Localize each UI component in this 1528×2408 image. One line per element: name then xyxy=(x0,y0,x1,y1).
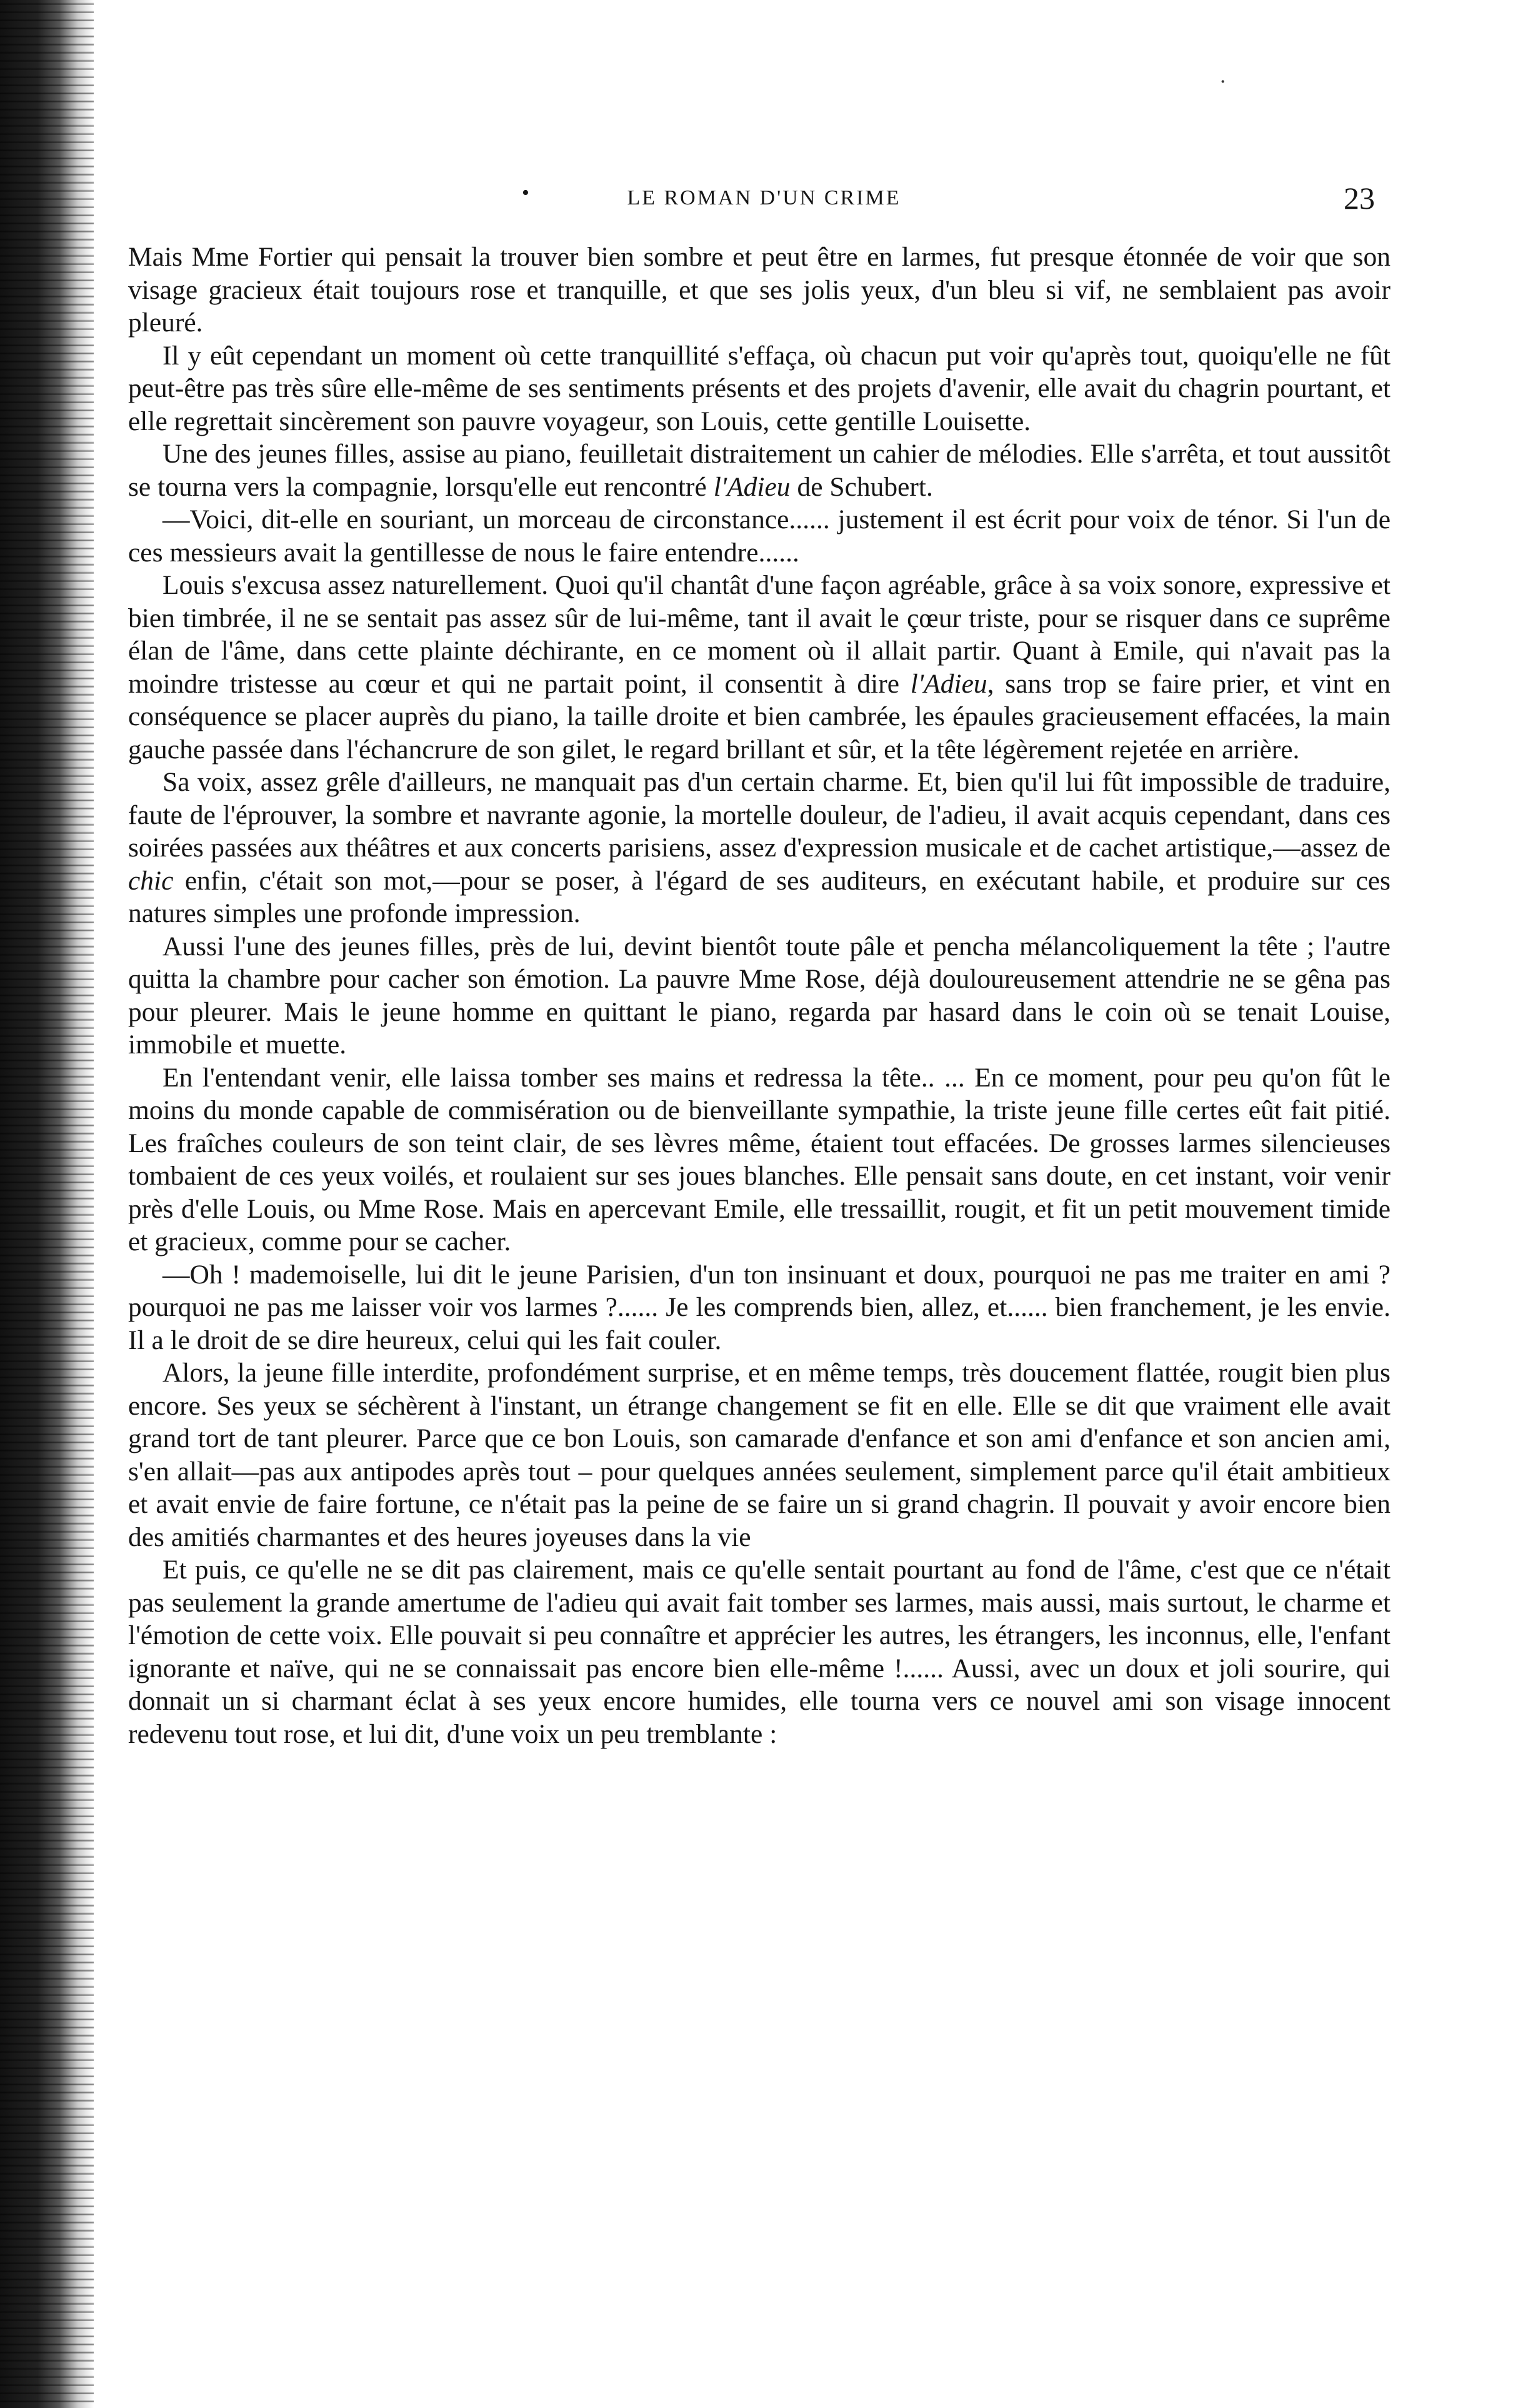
paragraph: —Voici, dit-elle en souriant, un morceau de circonstance...... justement il est écrit pour voix de ténor. Si l'un de ces messieurs avait la gentillesse de nous le faire entendre...... xyxy=(128,504,1391,568)
page-header xyxy=(128,181,1400,225)
italic-word: chic xyxy=(128,865,174,896)
paragraph: Aussi l'une des jeunes filles, près de lui, devint bientôt toute pâle et pencha mélancoliquement la tête ; l'autre quitta la chambre pour cacher son émotion. La pauvre Mme Rose, déjà douloureusement attendrie ne se gêna pas pour pleurer. Mais le jeune homme en quittant le piano, regarda par hasard dans le coin où se tenait Louise, immobile et muette. xyxy=(128,931,1391,1060)
paragraph: —Oh ! mademoiselle, lui dit le jeune Parisien, d'un ton insinuant et doux, pourquoi ne pas me traiter en ami ? pourquoi ne pas me laisser voir vos larmes ?...... Je les comprends bien, allez, et...... bien franchement, je les envie. Il a le droit de se dire heureux, celui qui les fait couler. xyxy=(128,1259,1391,1355)
paragraph: Sa voix, assez grêle d'ailleurs, ne manquait pas d'un certain charme. Et, bien qu'il lui fût impossible de traduire, faute de l'éprouver, la sombre et navrante agonie, la mortelle douleur, de l'adieu, il avait acquis cependant, dans ces soirées passées aux théâtres et aux concerts parisiens, assez d'expression musicale et de cachet artistique,—assez de chic enfin, c'était son mot,—pour se poser, à l'égard de ses auditeurs, en exécutant habile, et produire sur ces natures simples une profonde impression. xyxy=(128,767,1391,928)
header-dot: • xyxy=(522,181,529,204)
paragraph: Mais Mme Fortier qui pensait la trouver bien sombre et peut être en larmes, fut presque étonnée de voir que son visage gracieux était toujours rose et tranquille, et que ses jolis yeux, d'un bleu si vif, ne semblaient pas avoir pleuré. xyxy=(128,242,1391,338)
paragraph: Alors, la jeune fille interdite, profondément surprise, et en même temps, très doucement flattée, rougit bien plus encore. Ses yeux se séchèrent à l'instant, un étrange changement se fit en elle. Elle se dit que vraiment elle avait grand tort de tant pleurer. Parce que ce bon Louis, son camarade d'enfance et son ami d'enfance et son ancien ami, s'en allait—pas aux antipodes après tout – pour quelques années seulement, simplement parce qu'il était ambitieux et avait envie de faire fortune, ce n'était pas la peine de se faire un si grand chagrin. Il pouvait y avoir encore bien des amitiés charmantes et des heures joyeuses dans la vie xyxy=(128,1358,1391,1552)
scan-speck: ˙ xyxy=(1219,74,1227,103)
paragraph: Et puis, ce qu'elle ne se dit pas clairement, mais ce qu'elle sentait pourtant au fond de l'âme, c'est que ce n'était pas seulement la grande amertume de l'adieu qui avait fait tomber ses larmes, mais aussi, mais surtout, le charme et l'émotion de cette voix. Elle pouvait si peu connaître et apprécier les autres, les étrangers, les inconnus, elle, l'enfant ignorante et naïve, qui ne se connaissait pas encore bien elle-même !...... Aussi, avec un doux et joli sourire, qui donnait un si charmant éclat à ses yeux encore humides, elle tourna vers ce nouvel ami son visage innocent redevenu tout rose, et lui dit, d'une voix un peu tremblante : xyxy=(128,1555,1391,1749)
page-number: 23 xyxy=(1344,181,1375,216)
paragraph: Il y eût cependant un moment où cette tranquillité s'effaça, où chacun put voir qu'après tout, quoiqu'elle ne fût peut-être pas très sûre elle-même de ses sentiments présents et des projets d'avenir, elle avait du chagrin pourtant, et elle regrettait sincèrement son pauvre voyageur, son Louis, cette gentille Louisette. xyxy=(128,340,1391,436)
running-title: LE ROMAN D'UN CRIME xyxy=(627,186,901,209)
song-title: l'Adieu xyxy=(713,471,791,502)
paragraph: En l'entendant venir, elle laissa tomber ses mains et redressa la tête.. ... En ce moment, pour peu qu'on fût le moins du monde capable de commisération ou de bienveillante sympathie, la triste jeune fille certes eût fait pitié. Les fraîches couleurs de son teint clair, de ses lèvres même, étaient tout effacées. De grosses larmes silencieuses tombaient de ces yeux voilés, et roulaient sur ses joues blanches. Elle pensait sans doute, en cet instant, voir venir près d'elle Louis, ou Mme Rose. Mais en apercevant Emile, elle tressaillit, rougit, et fit un petit mouvement timide et gracieux, comme pour se cacher. xyxy=(128,1062,1391,1257)
scan-binding-edge xyxy=(0,0,94,2408)
paragraph: Une des jeunes filles, assise au piano, feuilletait distraitement un cahier de mélodies. Elle s'arrêta, et tout aussitôt se tourna vers la compagnie, lorsqu'elle eut rencontré l'Adieu de Schubert. xyxy=(128,439,1391,502)
body-text xyxy=(128,241,1391,2354)
paragraph: Louis s'excusa assez naturellement. Quoi qu'il chantât d'une façon agréable, grâce à sa voix sonore, expressive et bien timbrée, il ne se sentait pas assez sûr de lui-même, tant il avait le çœur triste, pour se risquer dans ce suprême élan de l'âme, dans cette plainte déchirante, en ce moment où il allait partir. Quant à Emile, qui n'avait pas la moindre tristesse au cœur et qui ne partait point, il consentit à dire l'Adieu, sans trop se faire prier, et vint en conséquence se placer auprès du piano, la taille droite et bien cambrée, les épaules gracieusement effacées, la main gauche passée dans l'échancrure de son gilet, le regard brillant et sûr, et la tête légèrement rejetée en arrière. xyxy=(128,570,1391,765)
song-title: l'Adieu xyxy=(910,668,987,699)
